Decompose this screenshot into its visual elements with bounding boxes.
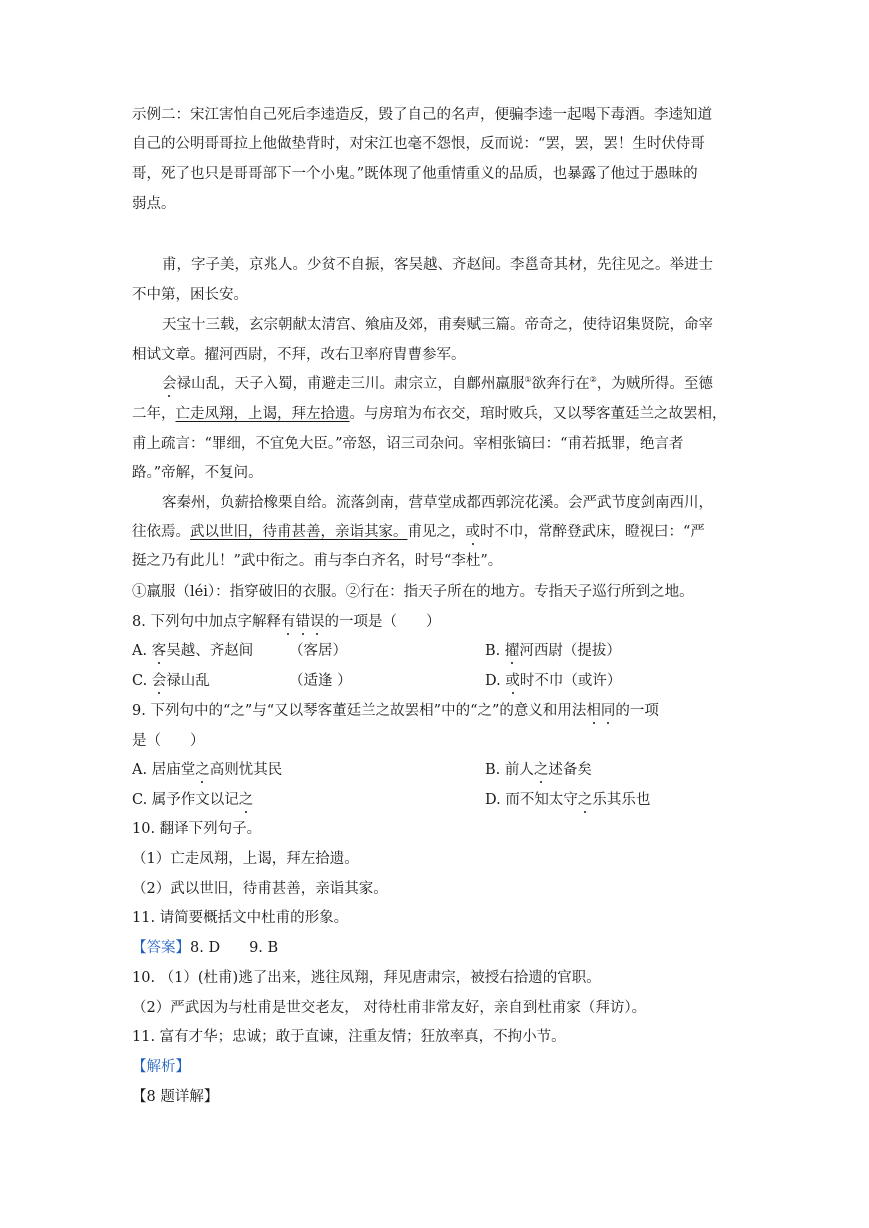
q10-sentence-2: （2）武以世旧，待甫甚善，亲诣其家。 bbox=[132, 881, 388, 897]
q9-option-b: B. 前人之述备矣 bbox=[485, 762, 592, 778]
q9-stem-line2: 是（ ） bbox=[132, 733, 205, 749]
answer-tag: 【答案】 bbox=[132, 940, 190, 956]
passage-p3-line1: 会禄山乱，天子入蜀，甫避走三川。肃宗立，自鄜州羸服①欲奔行在②，为贼所得。至德 bbox=[162, 375, 713, 392]
q10-stem: 10. 翻译下列句子。 bbox=[132, 821, 262, 837]
dotted-char: 会 bbox=[162, 376, 177, 392]
analysis-sub-heading: 【8 题详解】 bbox=[132, 1089, 219, 1105]
passage-p3-line3: 甫上疏言：“罪细，不宜免大臣。”帝怒，诏三司杂问。宰相张镐曰：“甫若抵罪，绝言者 bbox=[132, 436, 684, 452]
answer-10-1: 10. （1）(杜甫)逃了出来，逃往凤翔，拜见唐肃宗，被授右拾遗的官职。 bbox=[132, 970, 601, 986]
q9-stem: 9. 下列句中的“之”与“又以琴客董廷兰之故罢相”中的“之”的意义和用法相同的一项 bbox=[132, 703, 659, 719]
passage-notes: ①羸服（léi）：指穿破旧的衣服。②行在：指天子所在的地方。专指天子巡行所到之地。 bbox=[132, 584, 694, 600]
q8-stem: 8. 下列句中加点字解释有错误的一项是（ ） bbox=[132, 614, 441, 630]
q8-option-a-gloss: （客居） bbox=[289, 643, 347, 659]
q8-option-b: B. 擢河西尉（提拔） bbox=[485, 643, 621, 659]
example2-line1: 示例二：宋江害怕自己死后李逵造反，毁了自己的名声，便骗李逵一起喝下毒酒。李逵知道 bbox=[132, 107, 712, 123]
q8-option-c: C. 会禄山乱 bbox=[132, 673, 210, 689]
underlined-sentence-2: 武以世旧，待甫甚善，亲诣其家。 bbox=[190, 524, 408, 540]
answer-10-2: （2）严武因为与杜甫是世交老友， 对待杜甫非常友好，亲自到杜甫家（拜访）。 bbox=[132, 1000, 647, 1016]
analysis-tag: 【解析】 bbox=[132, 1059, 190, 1075]
passage-p4-line3: 挺之乃有此儿！”武中衔之。甫与李白齐名，时号“李杜”。 bbox=[132, 553, 503, 569]
q8-option-c-gloss: （适逢 ） bbox=[289, 673, 352, 689]
q8-option-d: D. 或时不巾（或许） bbox=[485, 673, 622, 689]
q9-option-d: D. 而不知太守之乐其乐也 bbox=[485, 792, 651, 808]
answer-11: 11. 富有才华；忠诚；敢于直谏，注重友情；狂放率真，不拘小节。 bbox=[132, 1029, 566, 1045]
passage-p4-line1: 客秦州，负薪拾橡栗自给。流落剑南，营草堂成都西郭浣花溪。会严武节度剑南西川， bbox=[162, 495, 713, 511]
passage-p2-line2: 相试文章。擢河西尉，不拜，改右卫率府胄曹参军。 bbox=[132, 347, 466, 363]
q11-stem: 11. 请简要概括文中杜甫的形象。 bbox=[132, 910, 349, 926]
passage-p1-line1: 甫，字子美，京兆人。少贫不自振，客吴越、齐赵间。李邕奇其材，先往见之。举进士 bbox=[162, 257, 713, 273]
example2-line4: 弱点。 bbox=[132, 196, 176, 212]
q10-sentence-1: （1）亡走凤翔，上谒，拜左拾遗。 bbox=[132, 851, 359, 867]
q9-option-a: A. 居庙堂之高则忧其民 bbox=[132, 762, 283, 778]
q9-option-c: C. 属予作文以记之 bbox=[132, 792, 254, 808]
passage-p3-line4: 路。”帝解，不复问。 bbox=[132, 465, 263, 481]
example2-line3: 哥，死了也只是哥哥部下一个小鬼。”既体现了他重情重义的品质，也暴露了他过于愚昧的 bbox=[132, 166, 698, 182]
q8-option-a: A. 客吴越、齐赵间 bbox=[132, 643, 254, 659]
passage-p3-line2: 二年，亡走凤翔，上谒，拜左拾遗。与房琯为布衣交，琯时败兵，又以琴客董廷兰之故罢相， bbox=[132, 406, 727, 422]
answer-line: 【答案】8. D 9. B bbox=[132, 940, 279, 956]
passage-p1-line2: 不中第，困长安。 bbox=[132, 287, 248, 303]
example2-line2: 自己的公明哥哥拉上他做垫背时，对宋江也毫不怨恨，反而说：“罢，罢，罢！生时伏侍哥 bbox=[132, 136, 705, 152]
passage-p4-line2: 往依焉。武以世旧，待甫甚善，亲诣其家。甫见之，或时不巾，常醉登武床，瞪视曰：“严 bbox=[132, 524, 705, 540]
underlined-sentence-1: 亡走凤翔，上谒，拜左拾遗 bbox=[175, 406, 350, 422]
passage-p2-line1: 天宝十三载，玄宗朝献太清宫、飨庙及郊，甫奏赋三篇。帝奇之，使待诏集贤院，命宰 bbox=[162, 317, 713, 333]
